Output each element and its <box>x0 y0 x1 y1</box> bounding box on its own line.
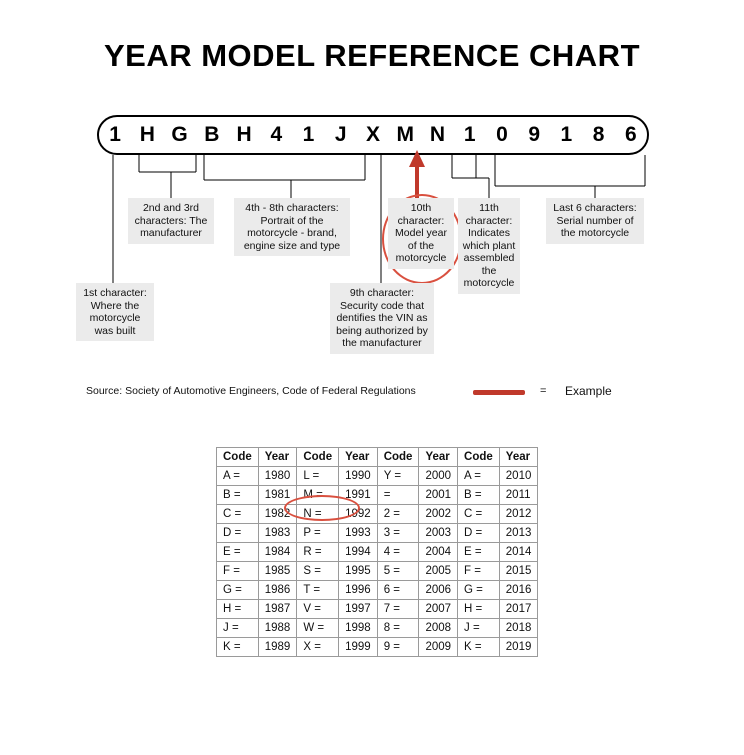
year-cell-5-6: 2004 <box>419 543 458 562</box>
source-note: Source: Society of Automotive Engineers, Code of Federal Regulations <box>86 385 416 397</box>
year-cell-10-2: 1989 <box>258 638 297 657</box>
table-header-cell-2: Year <box>258 448 297 467</box>
year-cell-3-6: 2002 <box>419 505 458 524</box>
year-cell-3-8: 2012 <box>499 505 538 524</box>
table-row <box>217 486 538 505</box>
year-cell-4-6: 2003 <box>419 524 458 543</box>
year-cell-5-8: 2014 <box>499 543 538 562</box>
vin-character-7: 1 <box>302 123 315 146</box>
table-row <box>217 524 538 543</box>
year-cell-6-2: 1985 <box>258 562 297 581</box>
code-cell-9-7: J = <box>458 619 500 638</box>
vin-character-8: J <box>334 123 347 146</box>
year-cell-7-8: 2016 <box>499 581 538 600</box>
code-cell-4-1: D = <box>217 524 259 543</box>
vin-character-9: X <box>365 123 380 146</box>
code-cell-10-1: K = <box>217 638 259 657</box>
year-cell-7-2: 1986 <box>258 581 297 600</box>
code-cell-10-3: X = <box>297 638 339 657</box>
year-cell-5-4: 1994 <box>339 543 378 562</box>
year-cell-1-8: 2010 <box>499 467 538 486</box>
year-cell-1-4: 1990 <box>339 467 378 486</box>
code-cell-9-3: W = <box>297 619 339 638</box>
year-cell-1-6: 2000 <box>419 467 458 486</box>
year-cell-4-2: 1983 <box>258 524 297 543</box>
code-cell-1-7: A = <box>458 467 500 486</box>
vin-character-13: 0 <box>496 123 508 146</box>
table-row <box>217 600 538 619</box>
code-cell-8-3: V = <box>297 600 339 619</box>
code-cell-6-3: S = <box>297 562 339 581</box>
legend-equals: = <box>540 385 547 397</box>
year-cell-6-6: 2005 <box>419 562 458 581</box>
vin-character-4: B <box>204 123 220 146</box>
vin-character-3: G <box>171 123 188 146</box>
vin-character-bar <box>97 115 649 155</box>
table-header-cell-1: Code <box>217 448 259 467</box>
code-cell-8-5: 7 = <box>377 600 419 619</box>
code-cell-7-7: G = <box>458 581 500 600</box>
legend-red-bar <box>473 390 525 395</box>
code-cell-5-7: E = <box>458 543 500 562</box>
vin-character-2: H <box>139 123 155 146</box>
code-cell-3-5: 2 = <box>377 505 419 524</box>
code-cell-8-1: H = <box>217 600 259 619</box>
year-cell-3-2: 1982 <box>258 505 297 524</box>
year-cell-6-8: 2015 <box>499 562 538 581</box>
callout-4th-8th-characters: 4th - 8th characters: Portrait of the motorcycle - brand, engine size and type <box>234 198 350 256</box>
code-cell-1-5: Y = <box>377 467 419 486</box>
year-cell-5-2: 1984 <box>258 543 297 562</box>
table-row <box>217 619 538 638</box>
code-cell-5-3: R = <box>297 543 339 562</box>
year-cell-8-2: 1987 <box>258 600 297 619</box>
year-cell-7-6: 2006 <box>419 581 458 600</box>
table-row <box>217 543 538 562</box>
code-cell-10-7: K = <box>458 638 500 657</box>
year-cell-6-4: 1995 <box>339 562 378 581</box>
year-cell-2-2: 1981 <box>258 486 297 505</box>
code-cell-7-3: T = <box>297 581 339 600</box>
year-cell-10-4: 1999 <box>339 638 378 657</box>
legend-example-label: Example <box>565 384 612 398</box>
table-header-cell-4: Year <box>339 448 378 467</box>
table-row <box>217 562 538 581</box>
table-row <box>217 638 538 657</box>
code-cell-2-5: = <box>377 486 419 505</box>
code-cell-8-7: H = <box>458 600 500 619</box>
callout-1st-character: 1st character: Where the motorcycle was built <box>76 283 154 341</box>
code-cell-7-1: G = <box>217 581 259 600</box>
vin-character-1: 1 <box>109 123 121 146</box>
year-cell-2-8: 2011 <box>499 486 538 505</box>
year-cell-9-6: 2008 <box>419 619 458 638</box>
code-cell-4-5: 3 = <box>377 524 419 543</box>
vin-character-6: 4 <box>270 123 283 146</box>
year-cell-10-8: 2019 <box>499 638 538 657</box>
code-cell-5-5: 4 = <box>377 543 419 562</box>
code-cell-10-5: 9 = <box>377 638 419 657</box>
code-cell-9-5: 8 = <box>377 619 419 638</box>
year-cell-2-4: 1991 <box>339 486 378 505</box>
code-cell-2-1: B = <box>217 486 259 505</box>
year-cell-8-6: 2007 <box>419 600 458 619</box>
year-cell-2-6: 2001 <box>419 486 458 505</box>
vin-character-11: N <box>429 123 446 146</box>
table-row <box>217 505 538 524</box>
vin-character-10: M <box>396 123 414 146</box>
code-cell-4-3: P = <box>297 524 339 543</box>
year-cell-7-4: 1996 <box>339 581 378 600</box>
vin-character-17: 6 <box>625 123 637 146</box>
code-cell-1-1: A = <box>217 467 259 486</box>
code-cell-5-1: E = <box>217 543 259 562</box>
year-cell-8-4: 1997 <box>339 600 378 619</box>
code-year-table <box>216 447 538 657</box>
table-header-cell-3: Code <box>297 448 339 467</box>
code-cell-2-3: M = <box>297 486 339 505</box>
table-header-cell-7: Code <box>458 448 500 467</box>
year-cell-8-8: 2017 <box>499 600 538 619</box>
year-cell-10-6: 2009 <box>419 638 458 657</box>
vin-character-15: 1 <box>560 123 573 146</box>
table-row <box>217 581 538 600</box>
callout-10th-character: 10th character: Model year of the motorcycle <box>388 198 454 269</box>
callout-last-6-characters: Last 6 characters: Serial number of the motorcycle <box>546 198 644 244</box>
code-cell-3-1: C = <box>217 505 259 524</box>
year-cell-9-4: 1998 <box>339 619 378 638</box>
code-cell-3-7: C = <box>458 505 500 524</box>
code-cell-2-7: B = <box>458 486 500 505</box>
code-cell-6-7: F = <box>458 562 500 581</box>
code-cell-6-1: F = <box>217 562 259 581</box>
page-title: YEAR MODEL REFERENCE CHART <box>103 38 641 73</box>
code-cell-7-5: 6 = <box>377 581 419 600</box>
code-cell-3-3: N = <box>297 505 339 524</box>
vin-character-5: H <box>236 123 252 146</box>
table-header-cell-8: Year <box>499 448 538 467</box>
year-cell-9-8: 2018 <box>499 619 538 638</box>
table-body <box>217 467 538 657</box>
year-cell-4-4: 1993 <box>339 524 378 543</box>
callout-2nd-3rd-characters: 2nd and 3rd characters: The manufacturer <box>128 198 214 244</box>
table-header-row <box>217 448 538 467</box>
callout-11th-character: 11th character: Indicates which plant assembled the motorcycle <box>458 198 520 294</box>
vin-character-16: 8 <box>592 123 605 146</box>
year-cell-4-8: 2013 <box>499 524 538 543</box>
year-cell-1-2: 1980 <box>258 467 297 486</box>
code-cell-9-1: J = <box>217 619 259 638</box>
code-cell-6-5: 5 = <box>377 562 419 581</box>
code-cell-1-3: L = <box>297 467 339 486</box>
callout-9th-character: 9th character: Security code that dentifies the VIN as being authorized by the manufacturer <box>330 283 434 354</box>
year-cell-3-4: 1992 <box>339 505 378 524</box>
table-row <box>217 467 538 486</box>
vin-character-14: 9 <box>528 123 540 146</box>
code-cell-4-7: D = <box>458 524 500 543</box>
year-cell-9-2: 1988 <box>258 619 297 638</box>
table-header-cell-6: Year <box>419 448 458 467</box>
table-header-cell-5: Code <box>377 448 419 467</box>
vin-character-12: 1 <box>463 123 476 146</box>
